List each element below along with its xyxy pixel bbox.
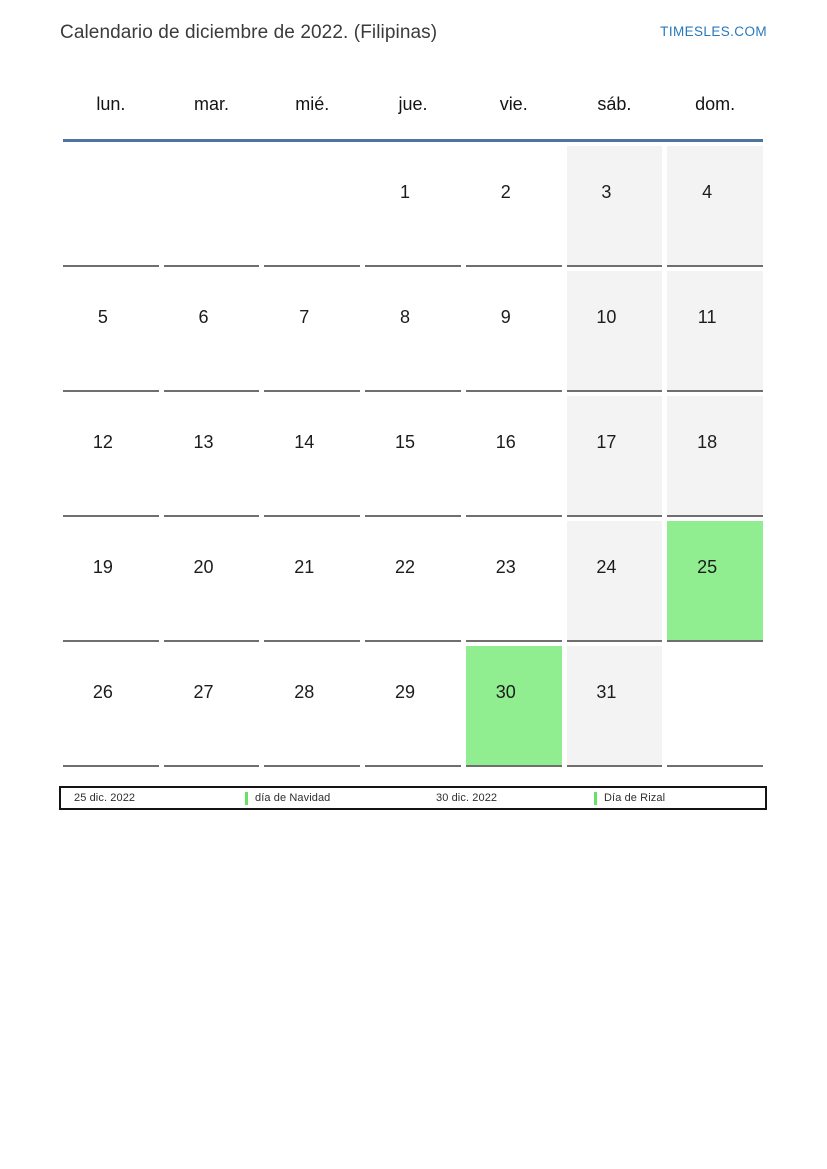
weekday-header-row — [63, 92, 763, 115]
day-cell-9: 9 — [466, 271, 562, 392]
legend-label-2: Día de Rizal — [604, 792, 666, 804]
day-cell-7: 7 — [264, 271, 360, 392]
day-cell-27: 27 — [164, 646, 260, 767]
weekday-header-sáb: sáb. — [597, 94, 632, 114]
day-cell-14: 14 — [264, 396, 360, 517]
day-cell-28: 28 — [264, 646, 360, 767]
weekday-header-mar: mar. — [194, 94, 230, 114]
calendar-grid — [63, 146, 763, 767]
calendar — [63, 92, 763, 767]
legend-entry-2 — [594, 792, 765, 805]
day-cell-25: 25 — [667, 521, 763, 642]
day-cell-3: 3 — [567, 146, 663, 267]
day-cell-11: 11 — [667, 271, 763, 392]
day-cell-8: 8 — [365, 271, 461, 392]
day-cell-24: 24 — [567, 521, 663, 642]
day-cell-17: 17 — [567, 396, 663, 517]
legend-date-1: 25 dic. 2022 — [74, 792, 136, 804]
day-cell-30: 30 — [466, 646, 562, 767]
day-cell-10: 10 — [567, 271, 663, 392]
day-cell-empty — [164, 146, 260, 267]
weekday-header-dom: dom. — [695, 94, 736, 114]
day-cell-20: 20 — [164, 521, 260, 642]
day-cell-23: 23 — [466, 521, 562, 642]
legend-entry-1 — [245, 792, 436, 805]
day-cell-15: 15 — [365, 396, 461, 517]
day-cell-22: 22 — [365, 521, 461, 642]
day-cell-6: 6 — [164, 271, 260, 392]
legend-date-2: 30 dic. 2022 — [436, 792, 498, 804]
weekday-header-vie: vie. — [499, 94, 528, 114]
page-title: Calendario de diciembre de 2022. (Filipinas) — [60, 22, 438, 43]
legend — [59, 786, 767, 810]
weekday-header-lun: lun. — [96, 94, 126, 114]
header-divider — [63, 139, 763, 142]
holiday-marker-icon — [245, 792, 248, 805]
day-cell-29: 29 — [365, 646, 461, 767]
weekday-header-jue: jue. — [398, 94, 428, 114]
topbar — [60, 20, 767, 45]
day-cell-12: 12 — [63, 396, 159, 517]
day-cell-16: 16 — [466, 396, 562, 517]
day-cell-empty — [667, 646, 763, 767]
day-cell-21: 21 — [264, 521, 360, 642]
site-link[interactable]: TIMESLES.COM — [660, 24, 767, 39]
day-cell-13: 13 — [164, 396, 260, 517]
day-cell-1: 1 — [365, 146, 461, 267]
day-cell-empty — [264, 146, 360, 267]
day-cell-2: 2 — [466, 146, 562, 267]
holiday-marker-icon — [594, 792, 597, 805]
day-cell-26: 26 — [63, 646, 159, 767]
weekday-header-mié: mié. — [295, 94, 330, 114]
day-cell-18: 18 — [667, 396, 763, 517]
day-cell-19: 19 — [63, 521, 159, 642]
day-cell-4: 4 — [667, 146, 763, 267]
day-cell-5: 5 — [63, 271, 159, 392]
day-cell-empty — [63, 146, 159, 267]
day-cell-31: 31 — [567, 646, 663, 767]
legend-label-1: día de Navidad — [255, 792, 331, 804]
